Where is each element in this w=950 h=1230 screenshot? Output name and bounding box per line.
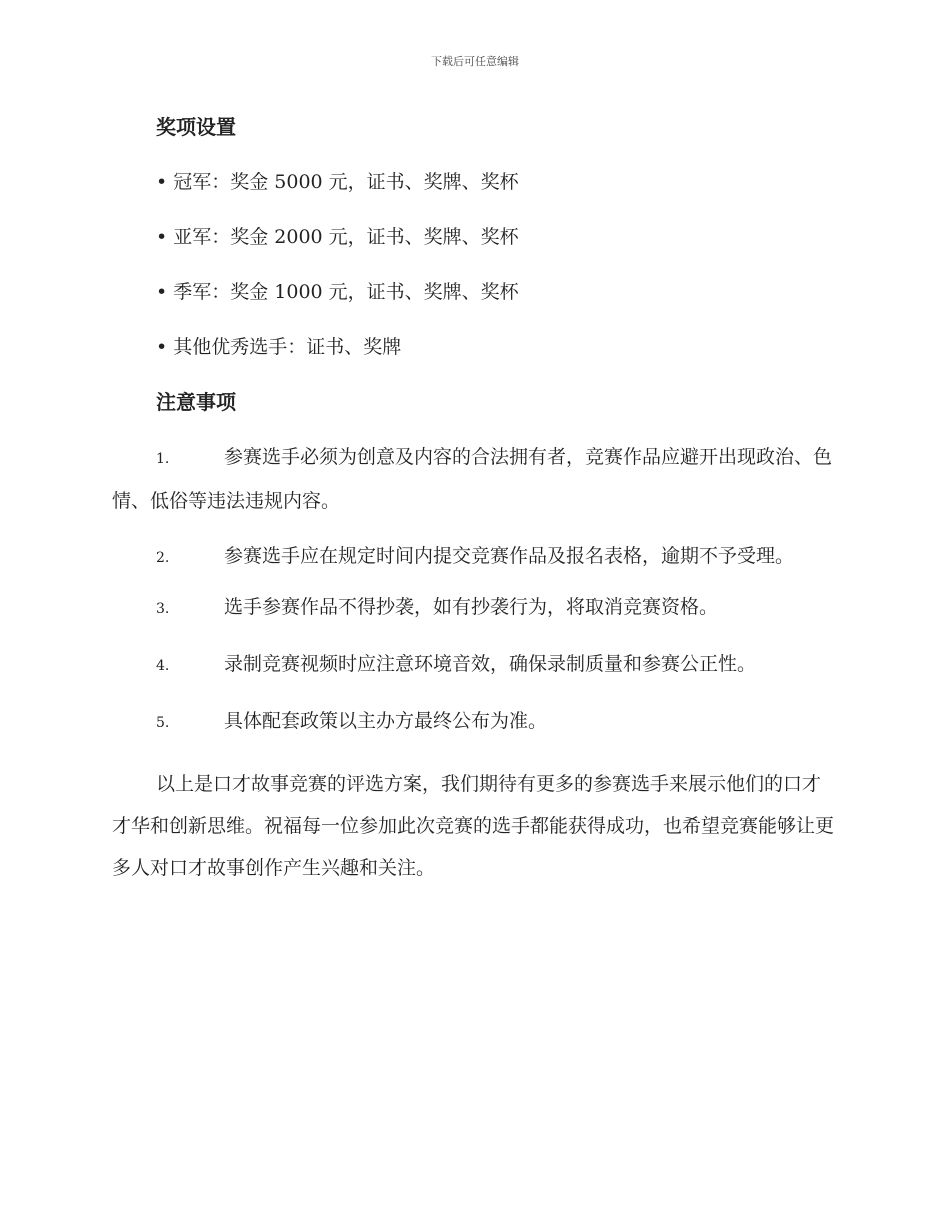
note-number: 2. [156, 550, 170, 566]
note-text: 参赛选手应在规定时间内提交竞赛作品及报名表格，逾期不予受理。 [224, 545, 795, 567]
note-item [112, 535, 834, 579]
note-item [112, 706, 834, 738]
note-number: 3. [156, 601, 170, 617]
note-number: 4. [156, 658, 170, 674]
note-text: 参赛选手必须为创意及内容的合法拥有者，竞赛作品应避开出现政治、色情、低俗等违法违规内容。 [112, 446, 833, 512]
award-item-other: • 其他优秀选手：证书、奖牌 [156, 336, 402, 358]
note-item [112, 592, 834, 624]
note-number: 1. [156, 451, 170, 467]
note-text: 选手参赛作品不得抄袭，如有抄袭行为，将取消竞赛资格。 [224, 596, 719, 618]
closing-paragraph: 以上是口才故事竞赛的评选方案，我们期待有更多的参赛选手来展示他们的口才才华和创新思维。祝福每一位参加此次竞赛的选手都能获得成功，也希望竞赛能够让更多人对口才故事创作产生兴趣和关注。 [112, 773, 835, 879]
document-body [112, 112, 834, 889]
award-item-runner-up: • 亚军：奖金 2000 元，证书、奖牌、奖杯 [156, 226, 519, 248]
page-header-note: 下载后可任意编辑 [431, 55, 519, 68]
award-item-champion: • 冠军：奖金 5000 元，证书、奖牌、奖杯 [156, 171, 519, 193]
note-item [112, 649, 834, 681]
note-text: 具体配套政策以主办方最终公布为准。 [224, 710, 548, 732]
award-item-third-place: • 季军：奖金 1000 元，证书、奖牌、奖杯 [156, 281, 519, 303]
note-item [112, 436, 834, 522]
awards-heading: 奖项设置 [156, 115, 236, 139]
note-number: 5. [156, 715, 170, 731]
note-text: 录制竞赛视频时应注意环境音效，确保录制质量和参赛公正性。 [224, 653, 757, 675]
notes-heading: 注意事项 [156, 390, 236, 414]
